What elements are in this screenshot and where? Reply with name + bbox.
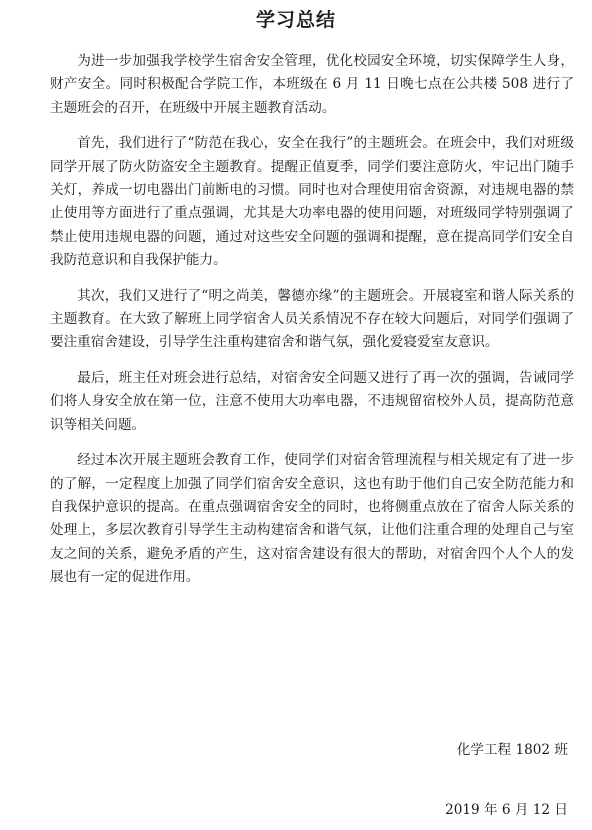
document-title: 学习总结 (255, 9, 336, 31)
paragraph-last: 最后，班主任对班会进行总结，对宿舍安全问题又进行了再一次的强调，告诫同学们将人身安全放在第一位，注意不使用大功率电器，不违规留宿校外人员，提高防范意识等相关问题。 (50, 369, 574, 433)
document-body (50, 50, 574, 602)
paragraph-first: 首先，我们进行了“防范在我心，安全在我行”的主题班会。在班会中，我们对班级同学开展了防火防盗安全主题教育。提醒正值夏季，同学们要注意防火，牢记出门随手关灯，养成一切电器出门前断电的习惯。同时也对合理使用宿舍资源，对违规电器的禁止使用等方面进行了重点强调，尤其是大功率电器的使用问题，对班级同学特别强调了禁止使用违规电器的问题，通过对这些安全问题的强调和提醒，意在提高同学们安全自我防范意识和自我保护能力。 (50, 135, 574, 269)
paragraph-conclusion: 经过本次开展主题班会教育工作，使同学们对宿舍管理流程与相关规定有了进一步的了解，一定程度上加强了同学们宿舍安全意识，这也有助于他们自己安全防范能力和自我保护意识的提高。在重点强调宿舍安全的同时，也将侧重点放在了宿舍人际关系的处理上，多层次教育引导学生主动构建宿舍和谐气氛，让他们注重合理的处理自己与室友之间的关系，避免矛盾的产生，这对宿舍建设有很大的帮助，对宿舍四个人个人的发展也有一定的促进作用。 (50, 452, 574, 586)
signature-date: 2019 年 6 月 12 日 (445, 802, 568, 818)
paragraph-second: 其次，我们又进行了“明之尚美，馨德亦缘”的主题班会。开展寝室和谐人际关系的主题教育。在大致了解班上同学宿舍人员关系情况不存在较大问题后，对同学们强调了要注重宿舍建设，引导学生注重构建宿舍和谐气氛，强化爱寝爱室友意识。 (50, 287, 574, 351)
signature-class: 化学工程 1802 班 (456, 742, 568, 758)
paragraph-intro: 为进一步加强我学校学生宿舍安全管理，优化校园安全环境，切实保障学生人身，财产安全。同时积极配合学院工作，本班级在 6 月 11 日晚七点在公共楼 508 进行了主题班会的召开，在班级中开展主题教育活动。 (50, 53, 574, 116)
